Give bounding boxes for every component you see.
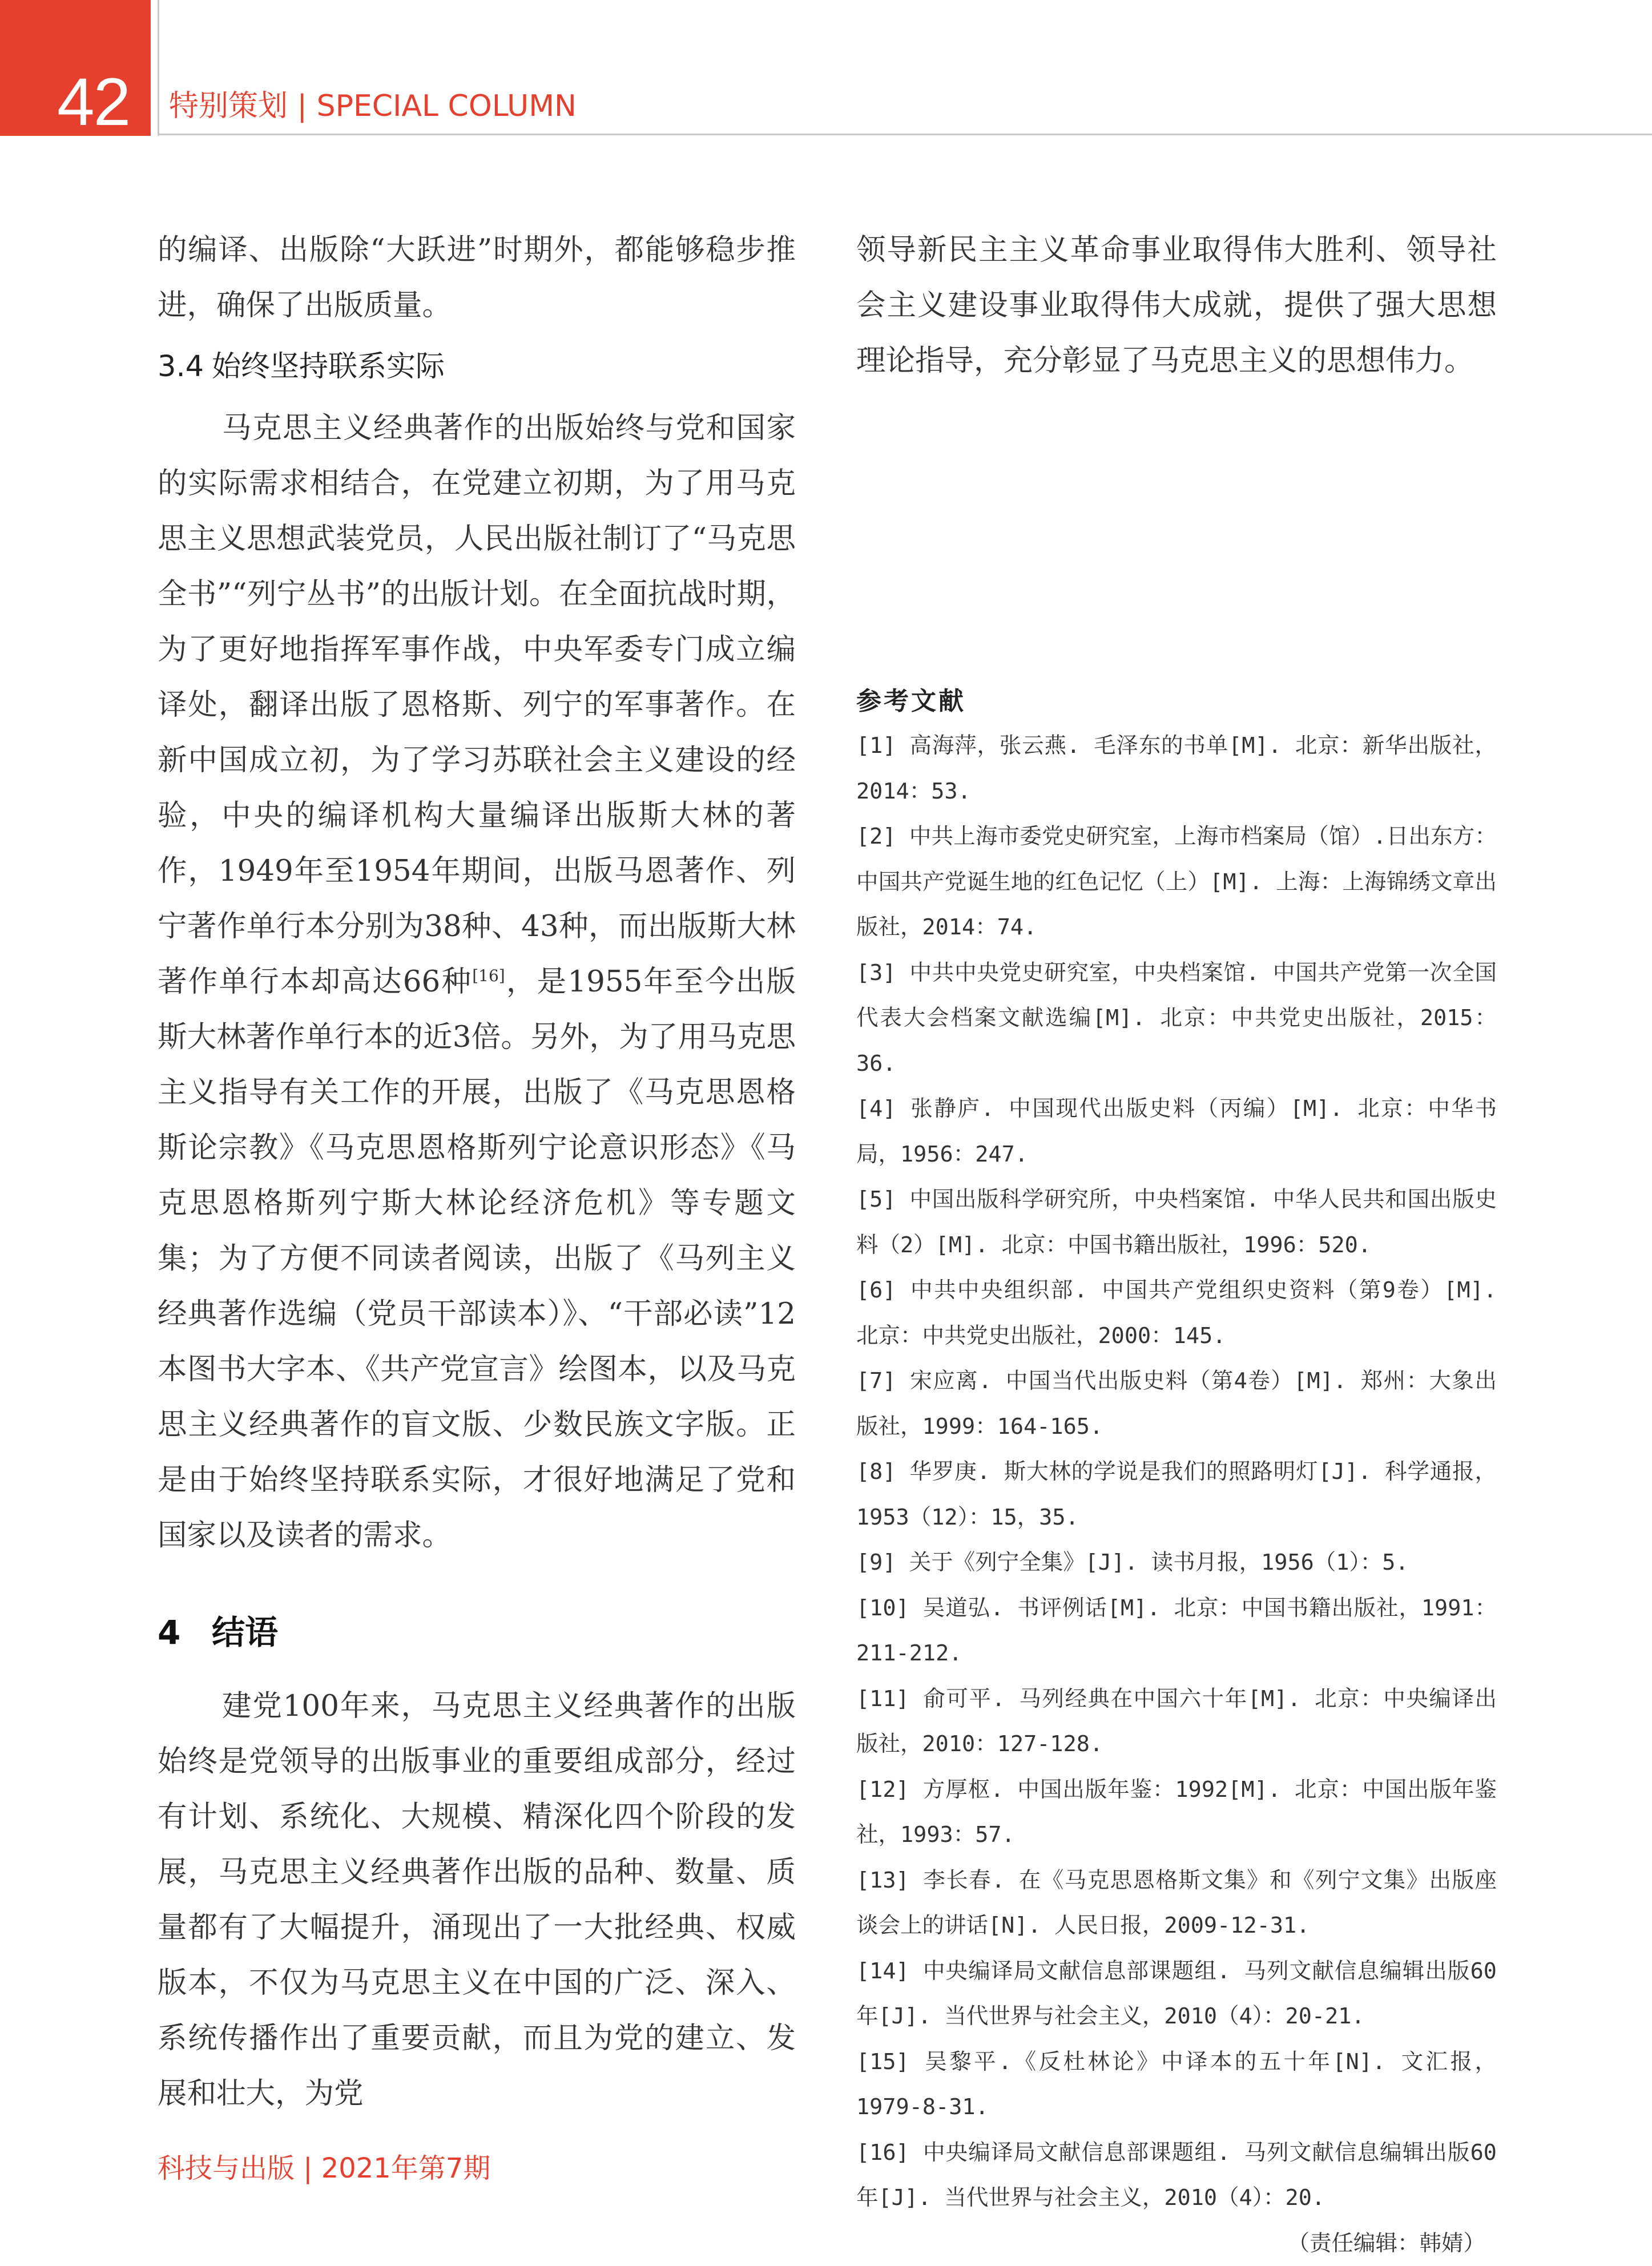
references-heading: 参考文献 bbox=[856, 680, 1497, 723]
reference-item: [8] 华罗庚. 斯大林的学说是我们的照路明灯[J]. 科学通报，1953（12）：15，35. bbox=[856, 1449, 1497, 1540]
paragraph-conclusion: 建党100年来，马克思主义经典著作的出版始终是党领导的出版事业的重要组成部分，经过有计划、系统化、大规模、精深化四个阶段的发展，马克思主义经典著作出版的品种、数量、质量都有了大幅提升，涌现出了一大批经典、权威版本，不仅为马克思主义在中国的广泛、深入、系统传播作出了重要贡献，而且为党的建立、发展和壮大，为党 bbox=[158, 1679, 796, 2122]
section-number: 4 bbox=[158, 1586, 212, 1679]
reference-item: [5] 中国出版科学研究所，中央档案馆. 中华人民共和国出版史料（2）[M]. 北京：中国书籍出版社，1996：520. bbox=[856, 1177, 1497, 1268]
references-list bbox=[856, 723, 1497, 2221]
reference-item: [3] 中共中央党史研究室，中央档案馆. 中国共产党第一次全国代表大会档案文献选编[M]. 北京：中共党史出版社，2015：36. bbox=[856, 950, 1497, 1087]
reference-item: [9] 关于《列宁全集》[J]. 读书月报，1956（1）：5. bbox=[856, 1540, 1497, 1586]
page-number-block bbox=[0, 0, 151, 136]
column-title: 特别策划 | SPECIAL COLUMN bbox=[169, 88, 577, 124]
page-number: 42 bbox=[57, 68, 130, 136]
header-horizontal-rule bbox=[158, 134, 1652, 135]
responsible-editor: （责任编辑：韩婧） bbox=[856, 2221, 1497, 2266]
journal-footer: 科技与出版 | 2021年第7期 bbox=[158, 2152, 490, 2185]
section-title: 结语 bbox=[212, 1613, 278, 1652]
reference-item: [2] 中共上海市委党史研究室，上海市档案局（馆）.日出东方：中国共产党诞生地的红色记忆（上）[M]. 上海：上海锦绣文章出版社，2014：74. bbox=[856, 814, 1497, 950]
reference-item: [15] 吴黎平.《反杜林论》中译本的五十年[N]. 文汇报，1979-8-31. bbox=[856, 2039, 1497, 2130]
section-number: 3.4 bbox=[158, 333, 212, 401]
reference-item: [7] 宋应离. 中国当代出版史料（第4卷）[M]. 郑州：大象出版社，1999：164-165. bbox=[856, 1358, 1497, 1449]
right-column bbox=[856, 223, 1497, 2266]
reference-item: [16] 中央编译局文献信息部课题组. 马列文献信息编辑出版60年[J]. 当代世界与社会主义，2010（4）：20. bbox=[856, 2130, 1497, 2221]
header-vertical-rule bbox=[158, 0, 159, 136]
left-column bbox=[158, 223, 796, 2122]
paragraph-continued: 的编译、出版除“大跃进”时期外，都能够稳步推进，确保了出版质量。 bbox=[158, 223, 796, 333]
section-heading-3-4 bbox=[158, 333, 796, 401]
reference-item: [4] 张静庐. 中国现代出版史料（丙编）[M]. 北京：中华书局，1956：247. bbox=[856, 1086, 1497, 1177]
section-title: 始终坚持联系实际 bbox=[212, 350, 445, 384]
reference-item: [10] 吴道弘. 书评例话[M]. 北京：中国书籍出版社，1991：211-212. bbox=[856, 1586, 1497, 1676]
paragraph-practice bbox=[158, 401, 796, 1563]
paragraph-text: ，是1955年至今出版斯大林著作单行本的近3倍。另外，为了用马克思主义指导有关工作的开展，出版了《马克思恩格斯论宗教》《马克思恩格斯列宁论意识形态》《马克思恩格斯列宁斯大林论经济危机》等专题文集；为了方便不同读者阅读，出版了《马列主义经典著作选编（党员干部读本）》、“干部必读”12本图书大字本、《共产党宣言》绘图本，以及马克思主义经典著作的盲文版、少数民族文字版。正是由于始终坚持联系实际，才很好地满足了党和国家以及读者的需求。 bbox=[158, 965, 796, 1553]
section-heading-4 bbox=[158, 1563, 796, 1679]
paragraph-conclusion-continued: 领导新民主主义革命事业取得伟大胜利、领导社会主义建设事业取得伟大成就，提供了强大思想理论指导，充分彰显了马克思主义的思想伟力。 bbox=[856, 223, 1497, 389]
reference-item: [11] 俞可平. 马列经典在中国六十年[M]. 北京：中央编译出版社，2010：127-128. bbox=[856, 1676, 1497, 1767]
citation-marker: [16] bbox=[472, 966, 505, 985]
reference-item: [13] 李长春. 在《马克思恩格斯文集》和《列宁文集》出版座谈会上的讲话[N]. 人民日报，2009-12-31. bbox=[856, 1858, 1497, 1949]
reference-item: [6] 中共中央组织部. 中国共产党组织史资料（第9卷）[M]. 北京：中共党史出版社，2000：145. bbox=[856, 1268, 1497, 1358]
paragraph-text: 马克思主义经典著作的出版始终与党和国家的实际需求相结合，在党建立初期，为了用马克思主义思想武装党员，人民出版社制订了“马克思全书”“列宁丛书”的出版计划。在全面抗战时期，为了更好地指挥军事作战，中央军委专门成立编译处，翻译出版了恩格斯、列宁的军事著作。在新中国成立初，为了学习苏联社会主义建设的经验，中央的编译机构大量编译出版斯大林的著作，1949年至1954年期间，出版马恩著作、列宁著作单行本分别为38种、43种，而出版斯大林著作单行本却高达66种 bbox=[158, 411, 796, 999]
reference-item: [1] 高海萍，张云燕. 毛泽东的书单[M]. 北京：新华出版社，2014：53. bbox=[856, 723, 1497, 814]
reference-item: [14] 中央编译局文献信息部课题组. 马列文献信息编辑出版60年[J]. 当代世界与社会主义，2010（4）：20-21. bbox=[856, 1949, 1497, 2039]
reference-item: [12] 方厚枢. 中国出版年鉴：1992[M]. 北京：中国出版年鉴社，1993：57. bbox=[856, 1767, 1497, 1858]
